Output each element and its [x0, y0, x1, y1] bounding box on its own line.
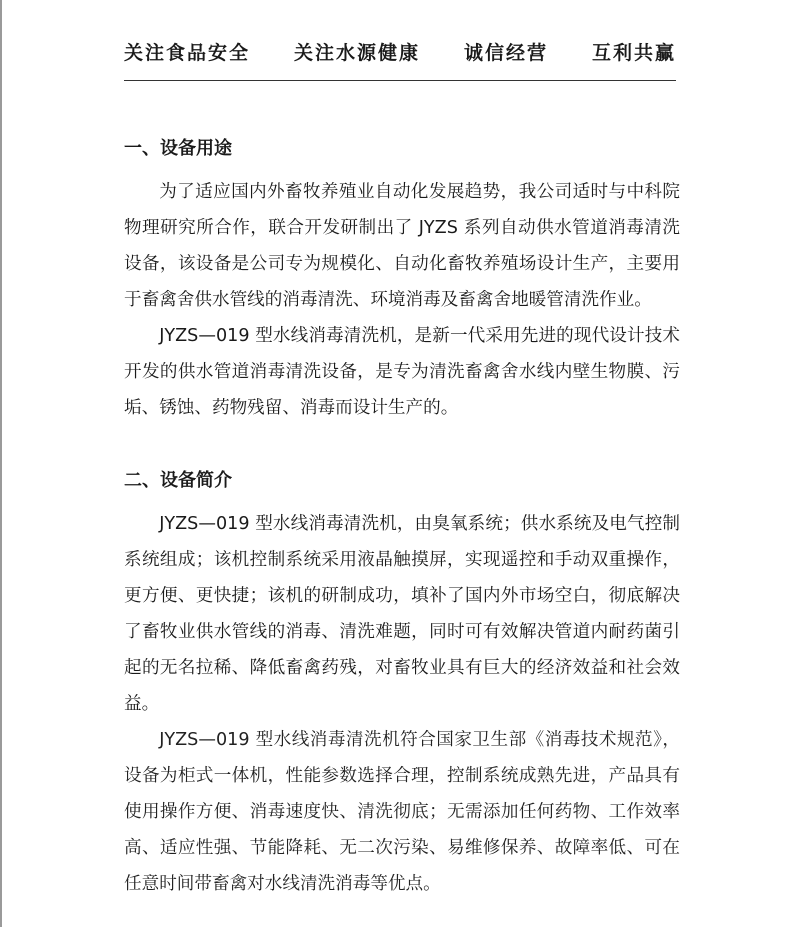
slogan-water-health: 关注水源健康 [293, 42, 420, 64]
paragraph-usage-1: 为了适应国内外畜牧养殖业自动化发展趋势，我公司适时与中科院物理研究所合作，联合开发研制出了 JYZS 系列自动供水管道消毒清洗设备，该设备是公司专为规模化、自动化畜牧养殖场设计生产，主要用于畜禽舍供水管线的消毒清洗、环境消毒及畜禽舍地暖管清洗作业。 [124, 182, 680, 310]
page-left-edge [0, 0, 2, 927]
slogan-mutual-benefit: 互利共赢 [591, 42, 676, 64]
section-title-usage: 一、设备用途 [124, 138, 232, 159]
paragraph-usage-2: JYZS—019 型水线消毒清洗机，是新一代采用先进的现代设计技术开发的供水管道消毒清洗设备，是专为清洗畜禽舍水线内壁生物膜、污垢、锈蚀、药物残留、消毒而设计生产的。 [124, 326, 680, 418]
section-title-intro: 二、设备简介 [124, 470, 232, 491]
header-slogans [124, 38, 676, 65]
paragraph-intro-1: JYZS—019 型水线消毒清洗机，由臭氧系统；供水系统及电气控制系统组成；该机控制系统采用液晶触摸屏，实现遥控和手动双重操作，更方便、更快捷；该机的研制成功，填补了国内外市场空白，彻底解决了畜牧业供水管线的消毒、清洗难题，同时可有效解决管道内耐药菌引起的无名拉稀、降低畜禽药残，对畜牧业具有巨大的经济效益和社会效益。 [124, 514, 680, 714]
header-divider [124, 80, 676, 81]
paragraph-intro-2: JYZS—019 型水线消毒清洗机符合国家卫生部《消毒技术规范》，设备为柜式一体机，性能参数选择合理，控制系统成熟先进，产品具有使用操作方便、消毒速度快、清洗彻底；无需添加任何药物、工作效率高、适应性强、节能降耗、无二次污染、易维修保养、故障率低、可在任意时间带畜禽对水线清洗消毒等优点。 [124, 730, 680, 894]
document-body [124, 131, 680, 902]
slogan-food-safety: 关注食品安全 [124, 42, 251, 64]
slogan-integrity: 诚信经营 [463, 42, 548, 64]
